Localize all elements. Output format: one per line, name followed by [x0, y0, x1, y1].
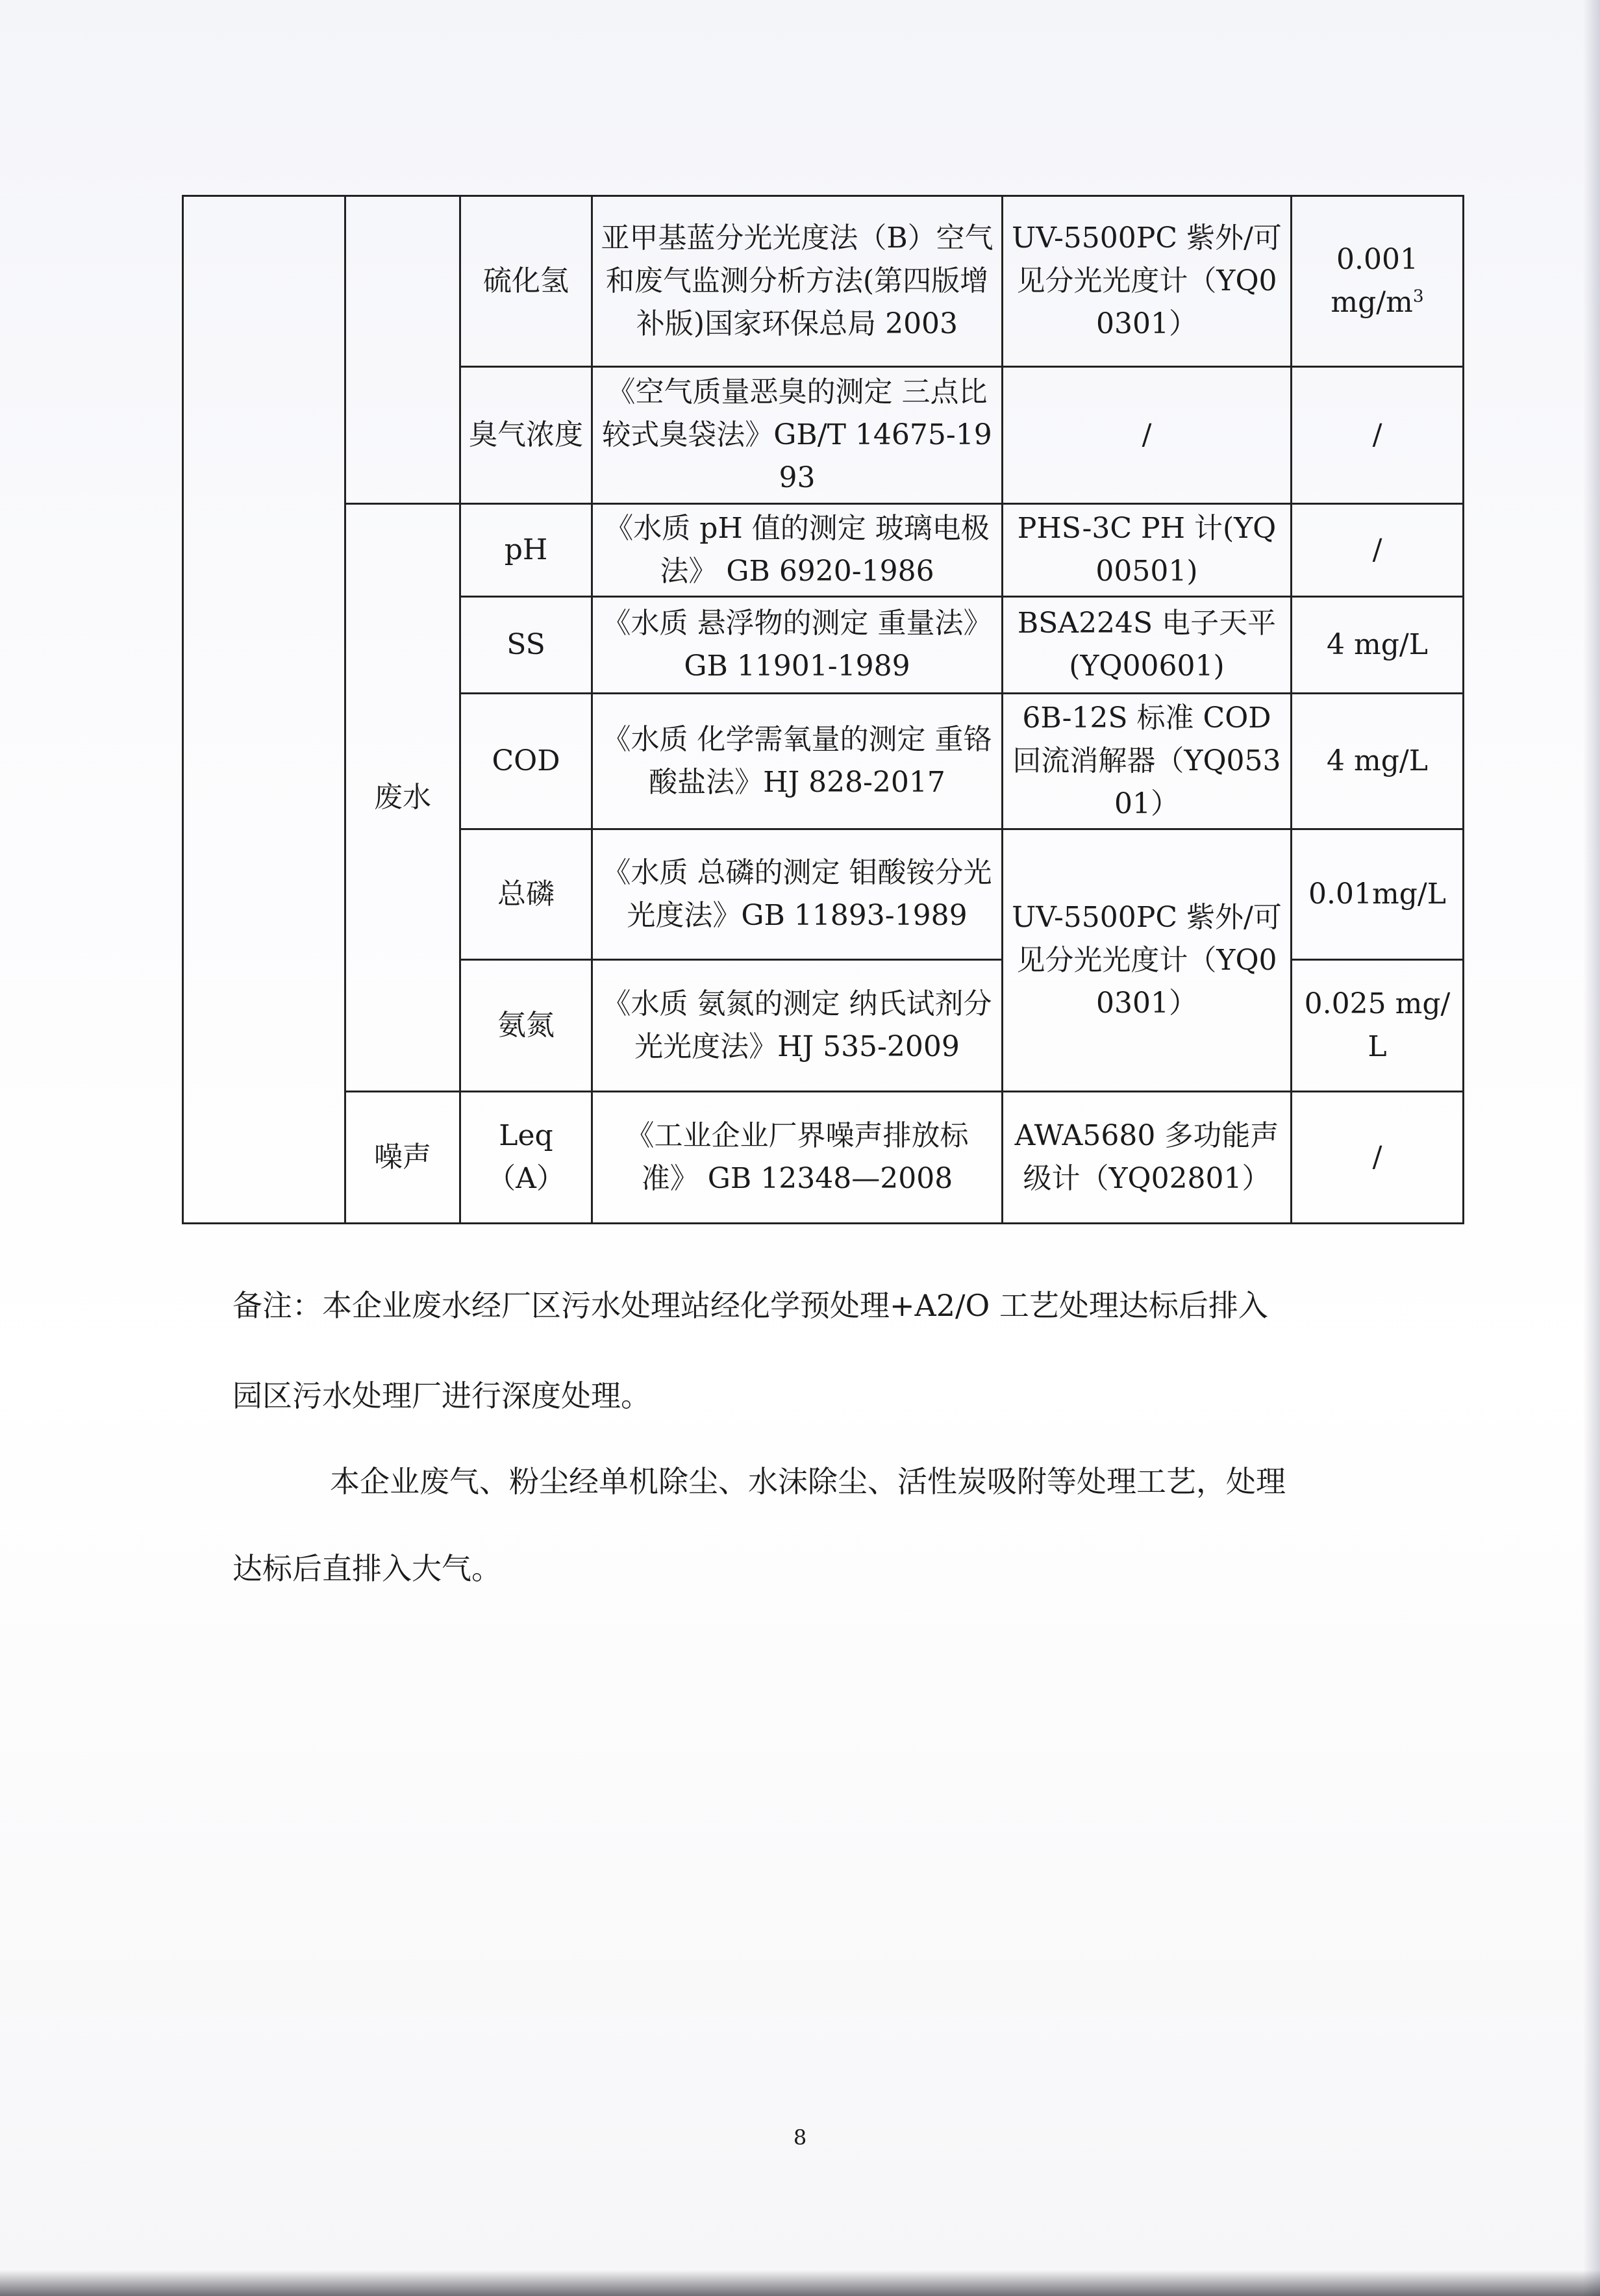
instrument-cell: 6B-12S 标准 COD 回流消解器（YQ05301）	[1003, 694, 1292, 829]
page-bottom-shadow	[0, 2270, 1600, 2296]
monitoring-methods-table	[182, 195, 1464, 1224]
method-cell: 《水质 pH 值的测定 玻璃电极法》 GB 6920-1986	[592, 504, 1003, 597]
limit-cell: 0.01mg/L	[1292, 829, 1464, 960]
method-cell: 亚甲基蓝分光光度法（B）空气和废气监测分析方法(第四版增补版)国家环保总局 2003	[592, 196, 1003, 367]
limit-cell: 4 mg/L	[1292, 597, 1464, 694]
item-cell: Leq（A）	[460, 1092, 592, 1224]
limit-cell: /	[1292, 504, 1464, 597]
method-cell: 《水质 氨氮的测定 纳氏试剂分光光度法》HJ 535-2009	[592, 960, 1003, 1092]
item-cell: 氨氮	[460, 960, 592, 1092]
page-edge-shadow	[1583, 0, 1600, 2296]
method-cell: 《工业企业厂界噪声排放标准》 GB 12348—2008	[592, 1092, 1003, 1224]
note-line-2: 园区污水处理厂进行深度处理。	[232, 1378, 651, 1413]
item-cell: SS	[460, 597, 592, 694]
instrument-cell: AWA5680 多功能声级计（YQ02801）	[1003, 1092, 1292, 1224]
limit-cell: /	[1292, 367, 1464, 504]
instrument-cell: UV-5500PC 紫外/可见分光光度计（YQ00301）	[1003, 196, 1292, 367]
item-cell: COD	[460, 694, 592, 829]
note-line-4: 达标后直排入大气。	[232, 1551, 501, 1586]
limit-cell: 0.025 mg/L	[1292, 960, 1464, 1092]
instrument-cell: UV-5500PC 紫外/可见分光光度计（YQ00301）	[1003, 829, 1292, 1092]
instrument-cell: BSA224S 电子天平(YQ00601)	[1003, 597, 1292, 694]
limit-value: 0.001	[1336, 243, 1418, 276]
item-cell: 臭气浓度	[460, 367, 592, 504]
instrument-cell: /	[1003, 367, 1292, 504]
limit-cell: 4 mg/L	[1292, 694, 1464, 829]
instrument-cell: PHS-3C PH 计(YQ00501)	[1003, 504, 1292, 597]
method-cell: 《水质 悬浮物的测定 重量法》GB 11901-1989	[592, 597, 1003, 694]
item-cell: 硫化氢	[460, 196, 592, 367]
limit-cell: /	[1292, 1092, 1464, 1224]
limit-unit: mg/m	[1331, 286, 1413, 319]
limit-cell	[1292, 196, 1464, 367]
blank-cell	[183, 196, 345, 1224]
item-cell: 总磷	[460, 829, 592, 960]
item-cell: pH	[460, 504, 592, 597]
category-cell-waste-gas	[345, 196, 460, 504]
method-cell: 《水质 总磷的测定 钼酸铵分光光度法》GB 11893-1989	[592, 829, 1003, 960]
page-number: 8	[793, 2125, 807, 2150]
note-line-1: 备注：本企业废水经厂区污水处理站经化学预处理+A2/O 工艺处理达标后排入	[232, 1288, 1268, 1323]
limit-unit-superscript: 3	[1412, 286, 1424, 307]
method-cell: 《水质 化学需氧量的测定 重铬酸盐法》HJ 828-2017	[592, 694, 1003, 829]
category-cell-noise: 噪声	[345, 1092, 460, 1224]
note-line-3: 本企业废气、粉尘经单机除尘、水沫除尘、活性炭吸附等处理工艺，处理	[330, 1464, 1286, 1499]
table-row	[183, 196, 1464, 367]
method-cell: 《空气质量恶臭的测定 三点比较式臭袋法》GB/T 14675-1993	[592, 367, 1003, 504]
table-row	[183, 504, 1464, 597]
table-row	[183, 1092, 1464, 1224]
category-cell-wastewater: 废水	[345, 504, 460, 1092]
